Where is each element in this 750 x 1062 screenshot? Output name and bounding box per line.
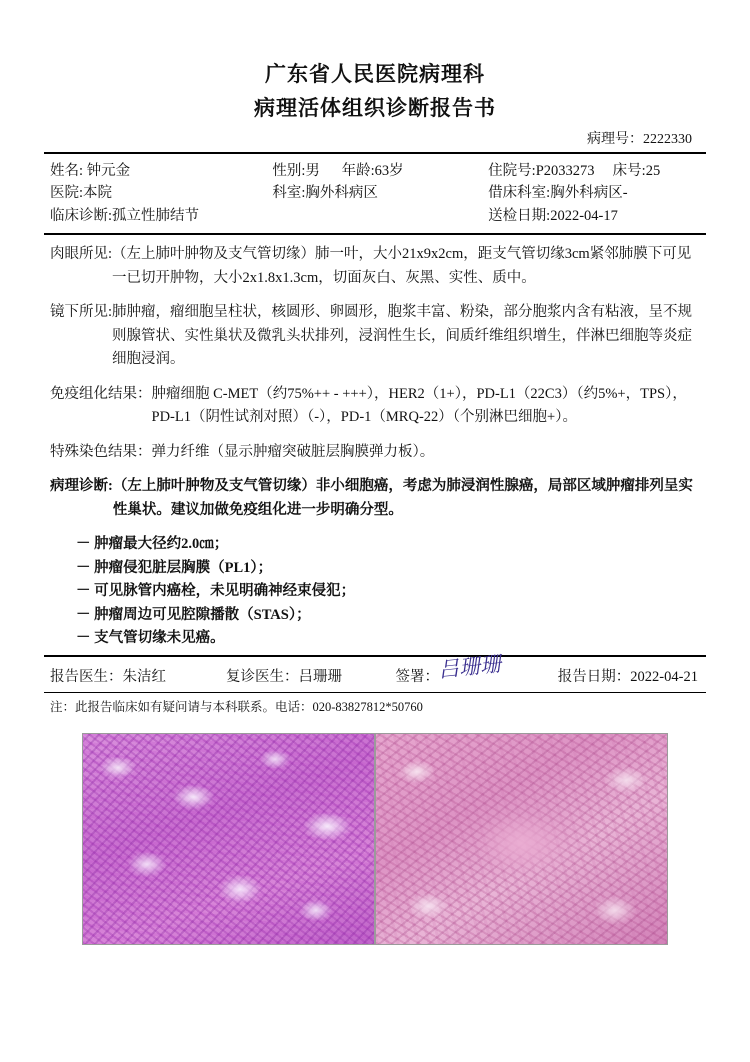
- special-stain-label: 特殊染色结果：: [50, 443, 152, 460]
- patient-info-row-1: [50, 160, 704, 182]
- reviewer-value: 吕珊珊: [298, 668, 343, 685]
- patient-age-label: 年龄:: [341, 163, 375, 179]
- borrow-department-field: [488, 182, 704, 204]
- special-stain-text: 弹力纤维（显示肿瘤突破脏层胸膜弹力板）。: [151, 443, 435, 460]
- microscopic-findings-label: 镜下所见:: [50, 304, 113, 321]
- reporter-value: 朱洁红: [122, 668, 166, 685]
- submit-date-value: 2022-04-17: [550, 207, 618, 224]
- patient-sex-age: [272, 160, 488, 182]
- list-item: － 支气管切缘未见癌。: [76, 630, 225, 647]
- department-value: 胸外科病区: [305, 185, 378, 202]
- patient-age-value: 63岁: [374, 163, 404, 179]
- pathologic-diagnosis-label: 病理诊断:: [50, 478, 113, 495]
- pathology-number-label: 病理号：: [587, 132, 643, 147]
- reviewer-field: [226, 665, 396, 686]
- clinical-diagnosis-label: 临床诊断:: [50, 207, 113, 224]
- gross-findings-section: [50, 243, 702, 290]
- report-date-value: 2022-04-21: [630, 668, 698, 685]
- reporter-field: [50, 665, 226, 686]
- patient-name: [50, 160, 272, 182]
- hospital-label: 医院:: [50, 185, 84, 202]
- hospital-value: 本院: [83, 185, 113, 202]
- bed-no-label: 床号:: [612, 163, 646, 179]
- histology-image-left: [82, 733, 375, 945]
- immunohistochemistry-section: [50, 383, 702, 430]
- microscopic-findings-text: 肺肿瘤，瘤细胞呈柱状，核圆形、卵圆形，胞浆丰富、粉染，部分胞浆内含有粘液，呈不规则腺管状、实性巢状及微乳头状排列，浸润性生长，间质纤维组织增生，伴淋巴细胞等炎症细胞浸润。: [112, 304, 693, 368]
- report-date-label: 报告日期：: [557, 668, 631, 685]
- histology-image-right: [375, 733, 668, 945]
- reporter-label: 报告医生：: [50, 668, 123, 685]
- hospital-title: 广东省人民医院病理科: [265, 62, 485, 86]
- department-field: [272, 182, 488, 204]
- patient-sex-label: 性别:: [272, 163, 306, 179]
- report-date-field: [546, 665, 702, 686]
- patient-sex-value: 男: [305, 163, 320, 179]
- inpatient-no-label: 住院号:: [488, 163, 536, 179]
- histology-images: [44, 715, 706, 945]
- patient-info-row-2: [50, 182, 704, 204]
- list-item: － 肿瘤侵犯脏层胸膜（PL1）；: [76, 559, 273, 576]
- inpatient-no-value: P2033273: [535, 163, 595, 179]
- submit-date-label: 送检日期:: [488, 207, 551, 224]
- gross-findings-text: （左上肺叶肿物及支气管切缘）肺一叶，大小21x9x2cm，距支气管切缘3cm紧邻肺膜下可见一已切开肿物，大小2x1.8x1.3cm，切面灰白、灰黑、实性、质中。: [112, 246, 692, 286]
- list-item: － 可见脉管内癌栓，未见明确神经束侵犯；: [76, 583, 356, 600]
- patient-inpatient-bed: [488, 160, 704, 182]
- reviewer-label: 复诊医生：: [226, 668, 299, 685]
- histology-texture-right: [376, 734, 667, 944]
- pathologic-diagnosis-text: （左上肺叶肿物及支气管切缘）非小细胞癌，考虑为肺浸润性腺癌，局部区域肿瘤排列呈实性巢状。建议加做免疫组化进一步明确分型。: [112, 478, 693, 518]
- footer-row: [50, 651, 702, 686]
- gross-findings-label: 肉眼所见:: [50, 246, 113, 263]
- clinical-diagnosis-value: 孤立性肺结节: [112, 207, 200, 224]
- patient-info-row-3: [50, 205, 704, 227]
- report-footer: [44, 651, 706, 692]
- signature-field: [395, 651, 546, 686]
- report-title: 病理活体组织诊断报告书: [254, 96, 496, 120]
- footer-note: 注：此报告临床如有疑问请与本科联系。电话：020-83827812*50760: [50, 699, 423, 714]
- borrow-department-label: 借床科室:: [488, 185, 551, 202]
- microscopic-findings-section: [50, 301, 702, 371]
- patient-name-label: 姓名:: [50, 163, 84, 179]
- borrow-department-value: 胸外科病区-: [550, 185, 628, 202]
- clinical-diagnosis-field: [50, 205, 272, 227]
- handwritten-signature: 吕珊珊: [436, 651, 502, 682]
- submit-date-field: [488, 205, 704, 227]
- report-header: [44, 58, 706, 122]
- list-item: － 肿瘤最大径约2.0㎝；: [76, 536, 229, 553]
- spacer-cell: [272, 205, 488, 227]
- list-item: － 肿瘤周边可见腔隙播散（STAS）；: [76, 606, 311, 623]
- pathology-number: [44, 128, 706, 148]
- immunohistochemistry-label: 免疫组化结果：: [50, 385, 152, 402]
- report-body: [44, 235, 706, 654]
- pathologic-diagnosis-section: [50, 475, 702, 522]
- department-label: 科室:: [272, 185, 306, 202]
- special-stain-section: [50, 441, 702, 464]
- hospital-field: [50, 182, 272, 204]
- patient-name-value: 钟元金: [86, 163, 131, 179]
- signature-label: 签署：: [395, 668, 440, 685]
- diagnosis-detail-list: [50, 533, 702, 650]
- immunohistochemistry-text: 肿瘤细胞 C-MET（约75%++ - +++），HER2（1+），PD-L1（22C3）（约5%+，TPS），PD-L1（阴性试剂对照）（-），PD-1（MRQ-22）（个别淋巴细胞+）。: [151, 385, 687, 426]
- bed-no-value: 25: [645, 163, 661, 179]
- patient-info: [44, 154, 706, 233]
- histology-texture-left: [83, 734, 374, 944]
- pathology-number-value: 2222330: [643, 132, 692, 147]
